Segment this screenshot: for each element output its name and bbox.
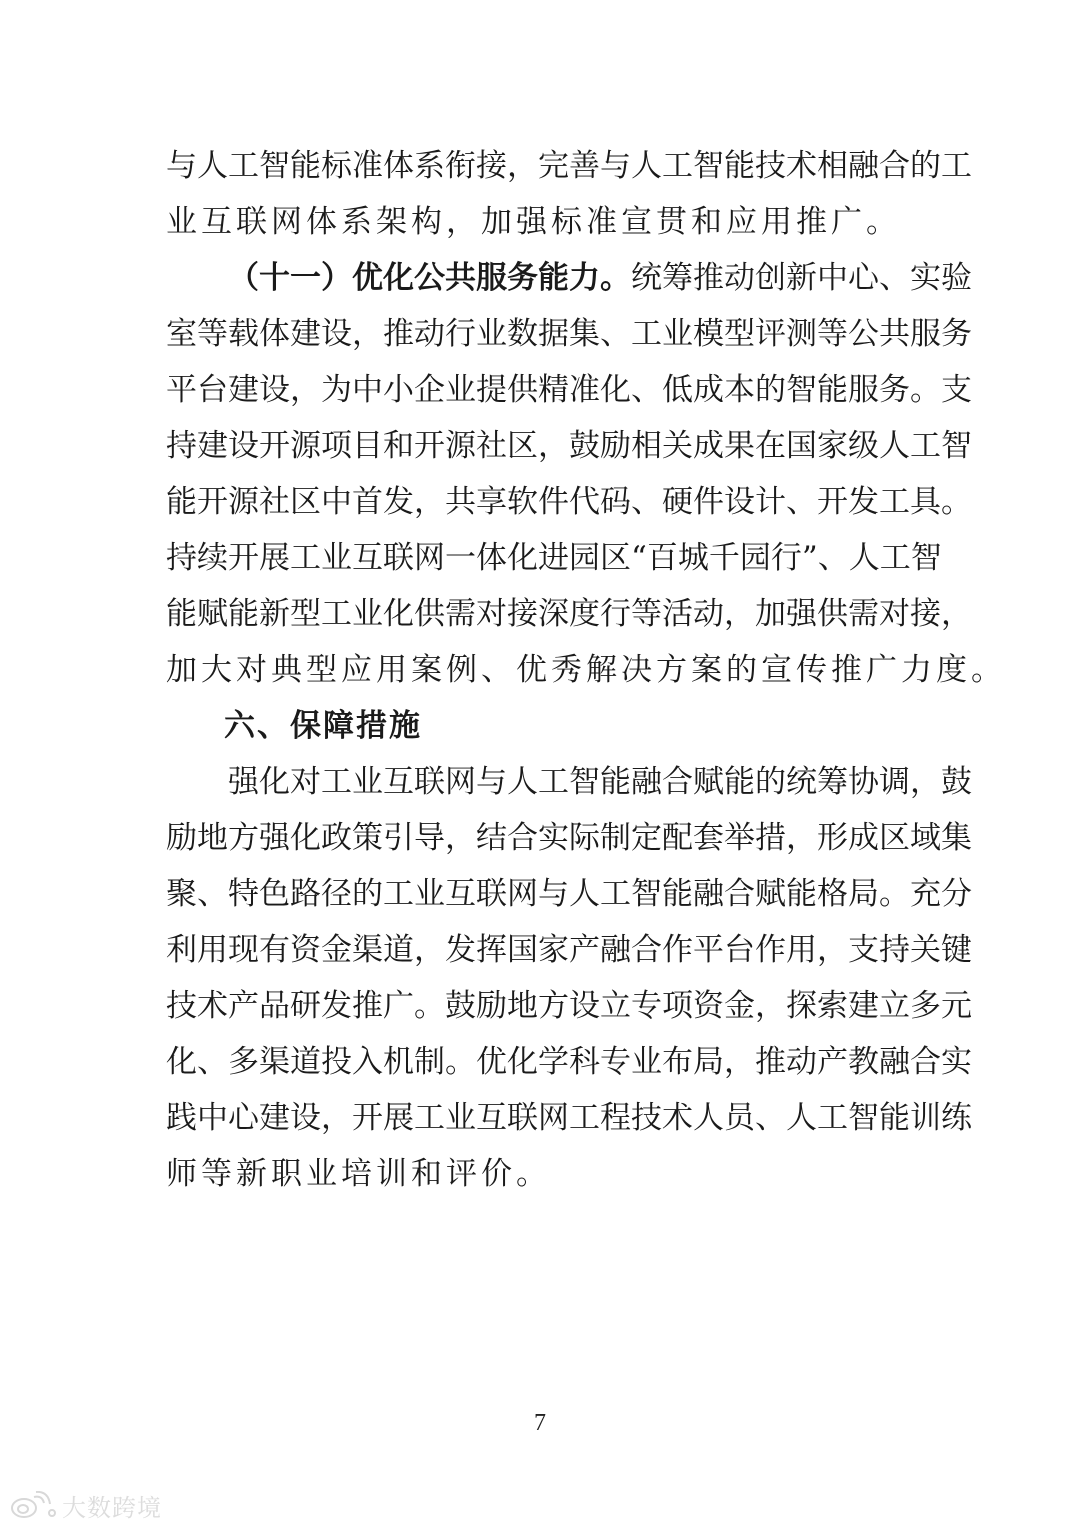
text-line bbox=[166, 250, 972, 306]
watermark bbox=[10, 1490, 162, 1520]
document-body bbox=[166, 138, 1006, 1202]
section-heading: 六、保障措施 bbox=[224, 708, 422, 744]
text-run: 统筹推动创新中心、实验 bbox=[631, 260, 972, 296]
text-line: 加大对典型应用案例、优秀解决方案的宣传推广力度。 bbox=[166, 652, 1006, 688]
text-line: 能开源社区中首发，共享软件代码、硬件设计、开发工具。 bbox=[166, 484, 972, 520]
text-line: 室等载体建设，推动行业数据集、工业模型评测等公共服务 bbox=[166, 316, 972, 352]
page-number: 7 bbox=[534, 1410, 546, 1436]
text-line: 平台建设，为中小企业提供精准化、低成本的智能服务。支 bbox=[166, 372, 972, 408]
text-line: 持建设开源项目和开源社区，鼓励相关成果在国家级人工智 bbox=[166, 428, 972, 464]
text-line: 技术产品研发推广。鼓励地方设立专项资金，探索建立多元 bbox=[166, 988, 972, 1024]
text-line: 聚、特色路径的工业互联网与人工智能融合赋能格局。充分 bbox=[166, 876, 972, 912]
text-line: 化、多渠道投入机制。优化学科专业布局，推动产教融合实 bbox=[166, 1044, 972, 1080]
weibo-logo-icon bbox=[10, 1491, 56, 1519]
text-line: 业互联网体系架构，加强标准宣贯和应用推广。 bbox=[166, 204, 901, 240]
text-line: 强化对工业互联网与人工智能融合赋能的统筹协调，鼓 bbox=[228, 764, 972, 800]
watermark-text: 大数跨境 bbox=[62, 1493, 162, 1522]
text-line: 与人工智能标准体系衔接，完善与人工智能技术相融合的工 bbox=[166, 148, 972, 184]
text-line: 践中心建设，开展工业互联网工程技术人员、人工智能训练 bbox=[166, 1100, 972, 1136]
subsection-title: （十一）优化公共服务能力。 bbox=[228, 260, 631, 296]
text-line: 师等新职业培训和评价。 bbox=[166, 1156, 551, 1192]
text-line: 持续开展工业互联网一体化进园区“百城千园行”、人工智 bbox=[166, 540, 942, 576]
text-line: 励地方强化政策引导，结合实际制定配套举措，形成区域集 bbox=[166, 820, 972, 856]
text-line: 利用现有资金渠道，发挥国家产融合作平台作用，支持关键 bbox=[166, 932, 972, 968]
text-line: 能赋能新型工业化供需对接深度行等活动，加强供需对接， bbox=[166, 596, 972, 632]
